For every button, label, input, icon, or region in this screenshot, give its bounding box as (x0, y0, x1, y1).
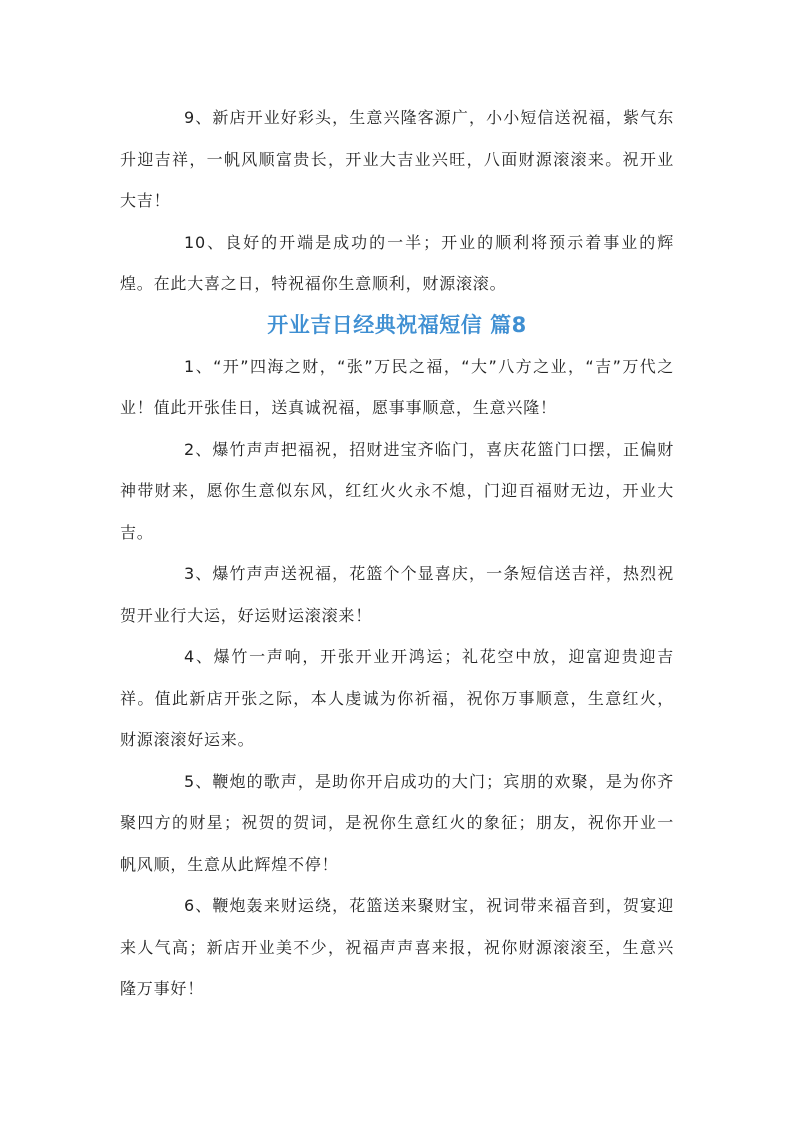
section-paragraph-3: 3、爆竹声声送祝福，花篮个个显喜庆，一条短信送吉祥，热烈祝贺开业行大运，好运财运滚滚来！ (120, 564, 674, 625)
section-paragraph-6: 6、鞭炮轰来财运绕，花篮送来聚财宝，祝词带来福音到，贺宴迎来人气高；新店开业美不少，祝福声声喜来报，祝你财源滚滚至，生意兴隆万事好！ (120, 896, 674, 998)
section-paragraph-2: 2、爆竹声声把福祝，招财进宝齐临门，喜庆花篮门口摆，正偏财神带财来，愿你生意似东风，红红火火永不熄，门迎百福财无边，开业大吉。 (120, 439, 674, 542)
paragraph-10: 10、良好的开端是成功的一半；开业的顺利将预示着事业的辉煌。在此大喜之日，特祝福你生意顺利，财源滚滚。 (120, 232, 674, 293)
section-paragraph-4: 4、爆竹一声响，开张开业开鸿运；礼花空中放，迎富迎贵迎吉祥。值此新店开张之际，本人虔诚为你祈福，祝你万事顺意，生意红火，财源滚滚好运来。 (120, 647, 674, 749)
document-page (120, 97, 674, 1010)
section-paragraph-5: 5、鞭炮的歌声，是助你开启成功的大门；宾朋的欢聚，是为你齐聚四方的财星；祝贺的贺词，是祝你生意红火的象征；朋友，祝你开业一帆风顺，生意从此辉煌不停！ (120, 771, 674, 874)
paragraph-9: 9、新店开业好彩头，生意兴隆客源广，小小短信送祝福，紫气东升迎吉祥，一帆风顺富贵长，开业大吉业兴旺，八面财源滚滚来。祝开业大吉！ (120, 108, 674, 210)
section-paragraph-1: 1、“开”四海之财，“张”万民之福，“大”八方之业，“吉”万代之业！值此开张佳日，送真诚祝福，愿事事顺意，生意兴隆！ (120, 356, 674, 417)
section-heading: 开业吉日经典祝福短信 篇8 (267, 312, 527, 337)
